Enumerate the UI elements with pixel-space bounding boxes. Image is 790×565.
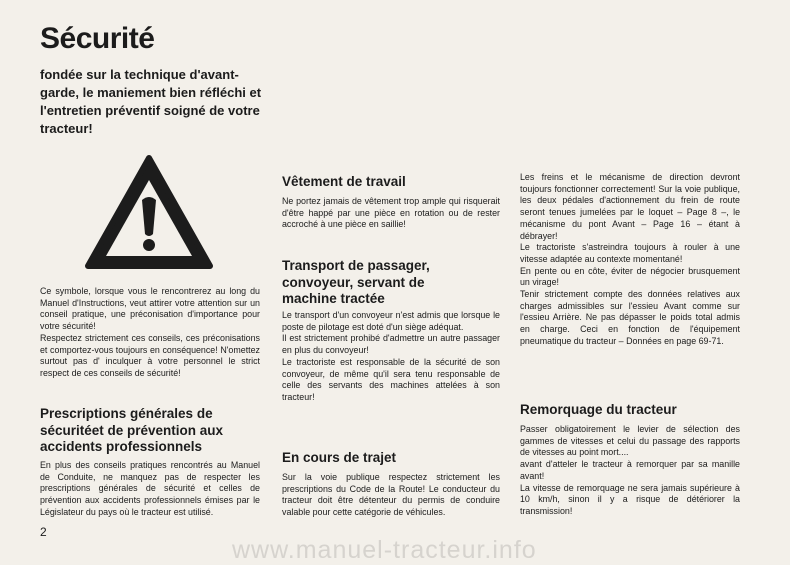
paragraph: Ce symbole, lorsque vous le rencontrerez au long du Manuel d'Instructions, veut attirer votre attention sur un conseil pratique, une préconisation d'importance pour votre sécurité!	[40, 286, 260, 332]
paragraph: Les freins et le mécanisme de direction devront toujours fonctionner correctement! Sur la voie publique, les deux pédales d'actionnement du frein de route seront tenues jumelées par le loquet – Page 8 –, le mécanisme du pont Avant – Page 16 – étant à débrayer!	[520, 172, 740, 241]
section-heading-transport: Transport de passager, convoyeur, servant de machine tractée	[282, 258, 430, 306]
paragraph: Il est strictement prohibé d'admettre un autre passager en plus du convoyeur!	[282, 333, 500, 356]
column-2-vetement	[282, 196, 500, 231]
paragraph: En pente ou en côte, éviter de négocier brusquement un virage!	[520, 265, 740, 288]
page-title: Sécurité	[40, 22, 155, 55]
watermark: www.manuel-tracteur.info	[232, 536, 537, 564]
paragraph: Ne portez jamais de vêtement trop ample qui risquerait d'être happé par une pièce en rotation ou de rester accroché à une pièce en saillie!	[282, 196, 500, 230]
paragraph: Sur la voie publique respectez strictement les prescriptions du Code de la Route! Le conducteur du tracteur doit être détenteur du permis de conduire valable pour cette catégorie de véhicules.	[282, 472, 500, 518]
column-1-bottom	[40, 460, 260, 519]
paragraph: La vitesse de remorquage ne sera jamais supérieure à 10 km/h, sinon il y a risque de détériorer la transmission!	[520, 482, 740, 516]
column-3	[520, 172, 740, 348]
page-number: 2	[40, 525, 47, 539]
paragraph: Passer obligatoirement le levier de sélection des gammes de vitesses et celui du passage des rapports de vitesses au point mort....	[520, 424, 740, 458]
paragraph: En plus des conseils pratiques rencontrés au Manuel de Conduite, ne manquez pas de respecter les prescriptions générales de sécurité et celles de prévention aux accidents professionnels émises par le Législateur du pays où le tracteur est utilisé.	[40, 460, 260, 517]
paragraph: Respectez strictement ces conseils, ces préconisations et comportez-vous toujours en conséquence! N'omettez surtout pas d' inculquer à votre personnel le strict respect de ces conseils de sécurité!	[40, 332, 260, 378]
section-heading-trajet: En cours de trajet	[282, 450, 397, 465]
column-2-transport	[282, 310, 500, 404]
section-heading-vetement: Vêtement de travail	[282, 174, 406, 189]
paragraph: Le tractoriste s'astreindra toujours à rouler à une vitesse adaptée au contexte momentané!	[520, 242, 740, 264]
column-3-remorquage	[520, 424, 740, 518]
intro-text: fondée sur la technique d'avant-garde, le maniement bien réfléchi et l'entretien préventif soigné de votre tracteur!	[40, 67, 262, 136]
paragraph: avant d'atteler le tracteur à remorquer par sa manille avant!	[520, 459, 740, 481]
paragraph: Tenir strictement compte des données relatives aux charges admissibles sur l'essieu Avant comme sur l'essieu Arrière. Ne pas dépasser le poids total admis en charge. Ceci en fonction de l'équipement pneumatique du tracteur – Données en page 69-71.	[520, 289, 740, 346]
section-heading-prescriptions: Prescriptions générales de sécuritéet de prévention aux accidents professionnels	[40, 406, 224, 454]
paragraph: Le tractoriste est responsable de la sécurité de son convoyeur, de même qu'il sera tenu responsable de celle des servants des machines attelées à son tracteur!	[282, 356, 500, 402]
column-1	[40, 286, 260, 380]
paragraph: Le transport d'un convoyeur n'est admis que lorsque le poste de pilotage est doté d'un siège adéquat.	[282, 310, 500, 332]
section-heading-remorquage: Remorquage du tracteur	[520, 402, 677, 417]
column-2-trajet	[282, 472, 500, 519]
warning-triangle-icon	[84, 152, 214, 272]
